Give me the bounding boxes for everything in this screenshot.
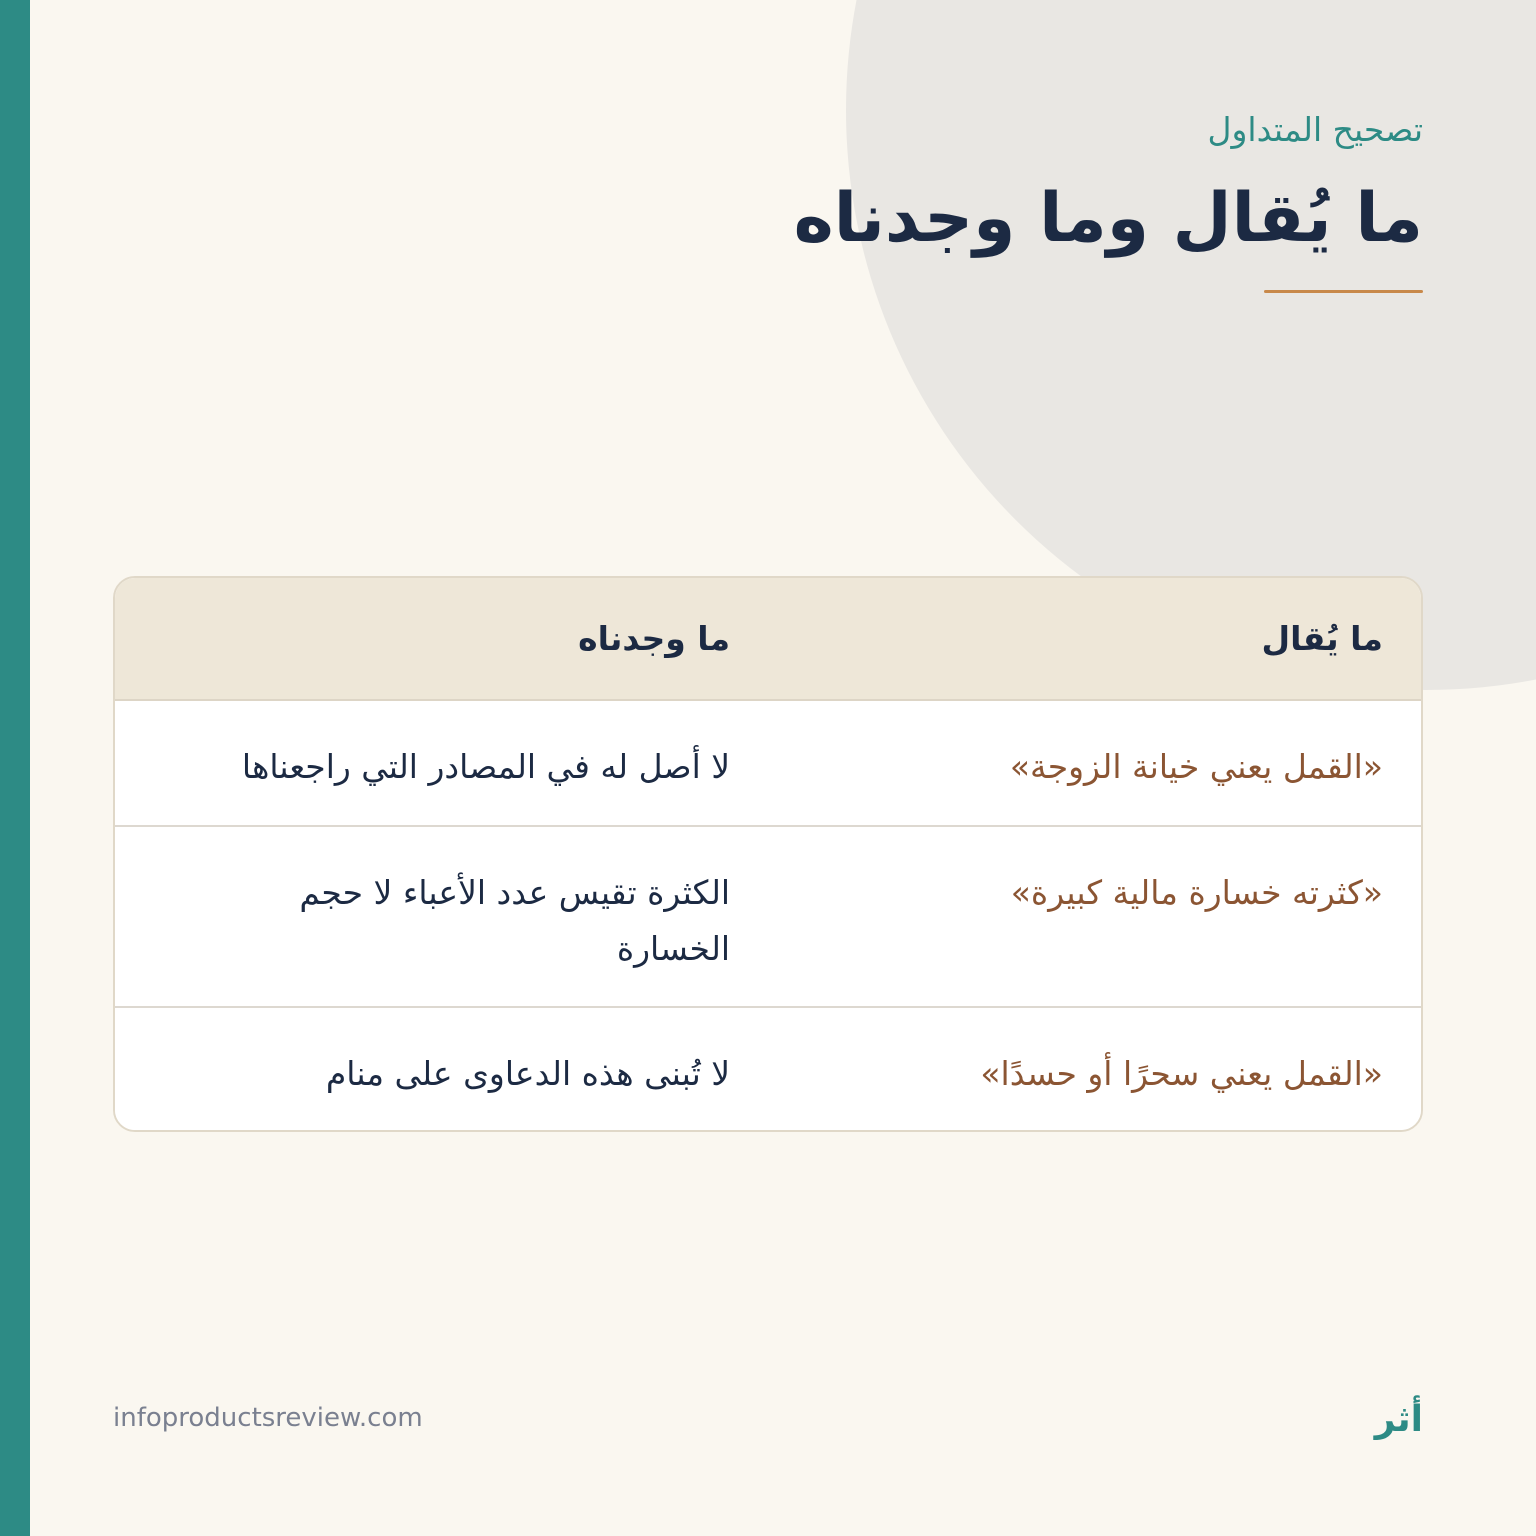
footer-site-url: infoproductsreview.com <box>113 1403 423 1433</box>
left-accent-bar <box>0 0 30 1536</box>
claim-cell: «القمل يعني سحرًا أو حسدًا» <box>980 1054 1383 1093</box>
claim-cell: «القمل يعني خيانة الزوجة» <box>1009 747 1383 786</box>
footer-logo: أثر <box>1374 1399 1423 1440</box>
table-row <box>115 827 1421 1008</box>
claim-column-header-cell <box>768 617 1421 661</box>
table-row <box>115 1008 1421 1132</box>
finding-column-header: ما وجدناه <box>578 618 731 658</box>
claim-column-header: ما يُقال <box>1261 618 1383 658</box>
claim-cell: «كثرته خسارة مالية كبيرة» <box>1010 873 1383 912</box>
page-header <box>623 108 1423 293</box>
finding-cell: لا أصل له في المصادر التي راجعناها <box>241 747 731 786</box>
page-eyebrow: تصحيح المتداول <box>1207 110 1423 149</box>
finding-cell: لا تُبنى هذه الدعاوى على منام <box>325 1054 731 1093</box>
table-header-row <box>115 578 1421 701</box>
table-row <box>115 701 1421 827</box>
page-title: ما يُقال وما وجدناه <box>793 179 1423 258</box>
comparison-table <box>113 576 1423 1132</box>
finding-cell: الكثرة تقيس عدد الأعباء لا حجم الخسارة <box>299 873 731 968</box>
title-underline <box>1264 290 1423 293</box>
finding-column-header-cell <box>115 617 768 661</box>
